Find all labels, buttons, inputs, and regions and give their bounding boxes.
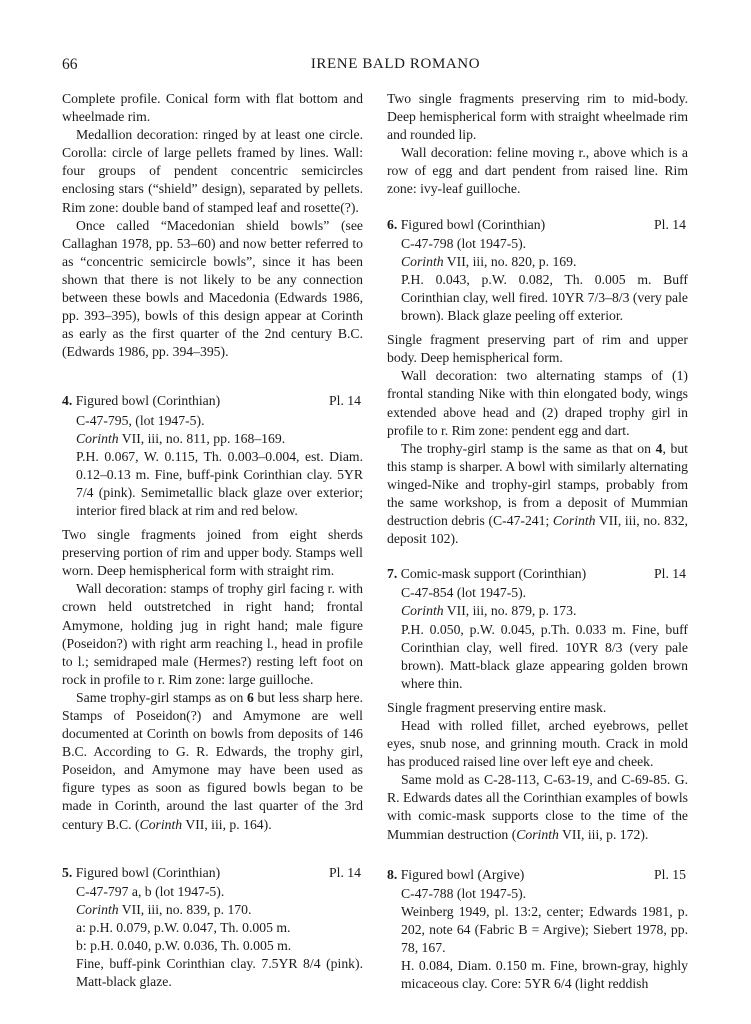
spacer <box>62 834 363 864</box>
paragraph: Complete profile. Conical form with flat bottom and wheelmade rim. <box>62 91 363 125</box>
plate-ref: Pl. 14 <box>654 566 686 582</box>
wall-decoration: Wall decoration: stamps of trophy girl facing r. with crown held outstretched in right hand; frontal Amymone, holding jug in right hand; male figure (Poseidon?) with right arm reaching l., head in profile to l.; semidraped male (Hermes?) resting left foot on rock in profile to r. Rim zone: large guilloche. <box>62 581 363 687</box>
entry-meta <box>387 885 688 994</box>
head-description: Head with rolled fillet, arched eyebrows, pellet eyes, snub nose, and grinning mouth. Crack in mold has produced raised line over left eye and cheek. <box>387 718 688 770</box>
entry-title: Comic-mask support (Corinthian) <box>400 566 587 582</box>
plate-ref: Pl. 15 <box>654 866 686 882</box>
entry-meta <box>62 412 363 521</box>
entry-title-line <box>62 392 220 410</box>
plate-ref: Pl. 14 <box>654 216 686 232</box>
entry-heading <box>387 866 688 884</box>
entry-title: Figured bowl (Corinthian) <box>75 393 221 409</box>
page-header <box>0 56 751 78</box>
spacer <box>62 361 363 392</box>
dimensions: P.H. 0.067, W. 0.115, Th. 0.003–0.004, est. Diam. 0.12–0.13 m. Fine, buff-pink Corinthian clay. 5YR 7/4 (pink). Semimetallic black glaze over exterior; interior fired black at rim and red below. <box>76 448 363 518</box>
entry-number: 6. <box>387 216 398 232</box>
paragraph: Once called “Macedonian shield bowls” (see Callaghan 1978, pp. 53–60) and now better referred to as “concentric semicircle bowls”, since it has been shown that there is not likely to be any connection between these bowls and Macedonia (Edwards 1986, pp. 393–395), bowls of this design appear at Corinth as early as the first quarter of the 2nd century B.C. (Edwards 1986, pp. 394–395). <box>62 217 363 360</box>
entry-number: 4. <box>62 393 73 409</box>
commentary: The trophy-girl stamp is the same as that on 4, but this stamp is sharper. A bowl with similarly alternating winged-Nike and trophy-girl stamps, probably from the same workshop, is from a deposit of Mummian destruction debris (C-47-241; Corinth VII, iii, no. 832, deposit 102). <box>387 440 688 547</box>
catalog-entry-5 <box>62 864 363 992</box>
entry-heading <box>387 565 688 583</box>
entry-title-line <box>387 216 545 234</box>
bibliography: Weinberg 1949, pl. 13:2, center; Edwards 1981, p. 202, note 64 (Fabric B = Argive); Siebert 1978, pp. 78, 167. <box>401 903 688 956</box>
entry-meta <box>387 584 688 693</box>
dimensions-b: b: p.H. 0.040, p.W. 0.036, Th. 0.005 m. <box>76 938 292 954</box>
bibliography: Corinth VII, iii, no. 820, p. 169. <box>401 253 577 269</box>
inventory-number: C-47-788 (lot 1947-5). <box>401 885 527 901</box>
bibliography: Corinth VII, iii, no. 811, pp. 168–169. <box>76 430 286 446</box>
dimensions: P.H. 0.043, p.W. 0.082, Th. 0.005 m. Buff Corinthian clay, well fired. 10YR 7/3–8/3 (very pale brown). Black glaze peeling off exterior. <box>401 271 688 324</box>
paragraph: Two single fragments preserving rim to mid-body. Deep hemispherical form with straight wheelmade rim and rounded lip. <box>387 91 688 143</box>
dimensions: H. 0.084, Diam. 0.150 m. Fine, brown-gray, highly micaceous clay. Core: 5YR 6/4 (light reddish <box>401 958 688 992</box>
clay-description: Fine, buff-pink Corinthian clay. 7.5YR 8/4 (pink). Matt-black glaze. <box>76 956 363 990</box>
plate-ref: Pl. 14 <box>329 864 361 880</box>
inventory-number: C-47-854 (lot 1947-5). <box>401 585 527 601</box>
entry-meta <box>62 883 363 992</box>
entry-meta <box>387 235 688 325</box>
spacer <box>387 844 688 866</box>
dimensions-a: a: p.H. 0.079, p.W. 0.047, Th. 0.005 m. <box>76 919 291 935</box>
left-column <box>62 90 363 991</box>
inventory-number: C-47-795, (lot 1947-5). <box>76 412 205 428</box>
inventory-number: C-47-797 a, b (lot 1947-5). <box>76 883 225 899</box>
paragraph: Wall decoration: feline moving r., above which is a row of egg and dart pendent from raised line. Rim zone: ivy-leaf guilloche. <box>387 145 688 197</box>
running-title: IRENE BALD ROMANO <box>310 56 481 72</box>
description: Single fragment preserving entire mask. <box>387 699 607 715</box>
entry-title-line <box>62 864 220 882</box>
commentary: Same mold as C-28-113, C-63-19, and C-69-85. G. R. Edwards dates all the Corinthian examples of bowls with comic-mask supports close to the time of the Mummian destruction (Corinth VII, iii, p. 172). <box>387 772 688 842</box>
entry-heading <box>62 392 363 410</box>
description: Two single fragments joined from eight sherds preserving portion of rim and upper body. Stamps well worn. Deep hemispherical form with straight rim. <box>62 527 363 579</box>
catalog-entry-6 <box>387 216 688 549</box>
entry-title-line <box>387 565 586 583</box>
catalog-entry-4 <box>62 392 363 833</box>
entry-heading <box>62 864 363 882</box>
spacer <box>387 199 688 216</box>
inventory-number: C-47-798 (lot 1947-5). <box>401 235 527 251</box>
dimensions: P.H. 0.050, p.W. 0.045, p.Th. 0.033 m. Fine, buff Corinthian clay, well fired. 10YR 8/3 (very pale brown). Matt-black glaze appearing golden brown where thin. <box>401 621 688 691</box>
entry-title-line <box>387 866 524 884</box>
entry-title: Figured bowl (Corinthian) <box>400 216 546 232</box>
plate-ref: Pl. 14 <box>329 393 361 409</box>
page-number: 66 <box>62 56 78 73</box>
wall-decoration: Wall decoration: two alternating stamps of (1) frontal standing Nike with thin elongated body, wings extended above head and (2) draped trophy girl in profile to r. Rim zone: pendent egg and dart. <box>387 368 688 438</box>
spacer <box>387 548 688 565</box>
entry-number: 7. <box>387 566 398 582</box>
catalog-entry-7 <box>387 565 688 843</box>
entry-number: 5. <box>62 864 73 880</box>
entry-heading <box>387 216 688 234</box>
bibliography: Corinth VII, iii, no. 839, p. 170. <box>76 901 252 917</box>
right-column <box>387 90 688 993</box>
paragraph: Medallion decoration: ringed by at least one circle. Corolla: circle of large pellets framed by lines. Wall: four groups of pendent concentric semicircles enclosing stars (“shield” design), separated by pellets. Rim zone: double band of stamped leaf and rosette(?). <box>62 127 363 215</box>
entry-title: Figured bowl (Argive) <box>400 866 525 882</box>
commentary: Same trophy-girl stamps as on 6 but less sharp here. Stamps of Poseidon(?) and Amymone are well documented at Corinth on bowls from deposits of 146 B.C. According to G. R. Edwards, the trophy girl, Poseidon, and Amymone may have been used as figure types as soon as figured bowls began to be made in Corinth, around the last quarter of the 3rd century B.C. (Corinth VII, iii, p. 164). <box>62 689 363 832</box>
catalog-entry-8 <box>387 866 688 994</box>
entry-title: Figured bowl (Corinthian) <box>75 864 221 880</box>
entry-number: 8. <box>387 866 398 882</box>
bibliography: Corinth VII, iii, no. 879, p. 173. <box>401 603 577 619</box>
description: Single fragment preserving part of rim and upper body. Deep hemispherical form. <box>387 332 688 366</box>
